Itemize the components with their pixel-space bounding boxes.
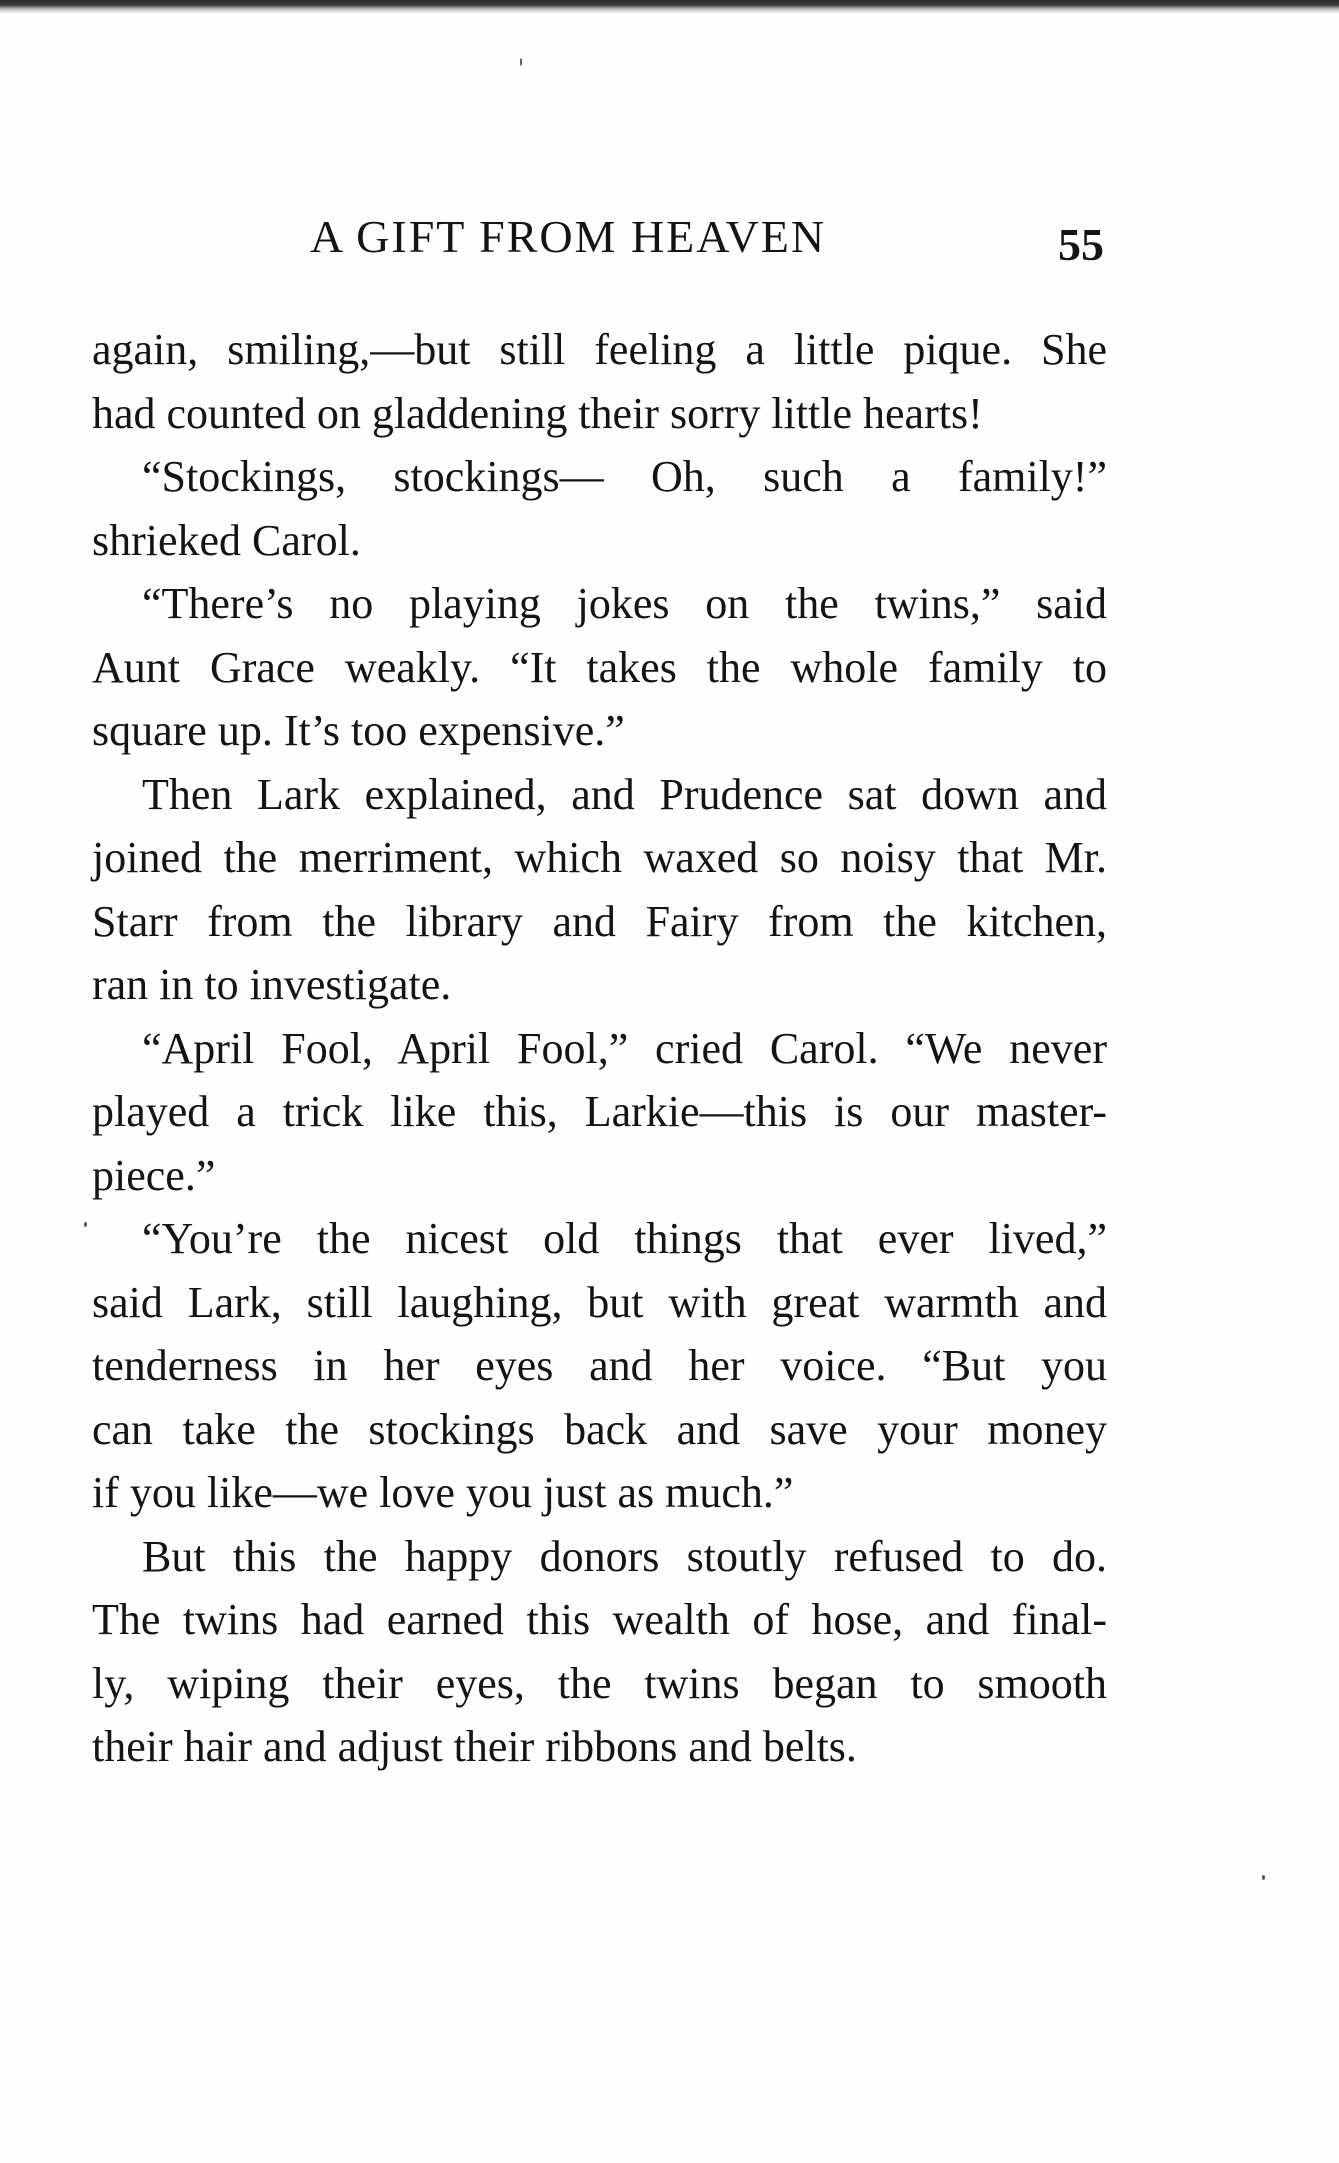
text-line: ly, wiping their eyes, the twins began to smooth <box>92 1658 1107 1708</box>
text-line: if you like—we love you just as much.” <box>92 1468 794 1517</box>
text-line: again, smiling,—but still feeling a little pique. She <box>92 325 1107 374</box>
text-line: square up. It’s too expensive.” <box>92 706 625 755</box>
text-line: their hair and adjust their ribbons and belts. <box>92 1722 857 1771</box>
text-line: Starr from the library and Fairy from the kitchen, <box>92 896 1107 946</box>
scan-speck <box>520 58 522 66</box>
text-line: piece.” <box>92 1150 216 1200</box>
scan-speck <box>84 1222 87 1227</box>
text-line: played a trick like this, Larkie—this is our master- <box>92 1087 1107 1136</box>
text-line: shrieked Carol. <box>92 515 361 565</box>
text-line: The twins had earned this wealth of hose, and final- <box>92 1595 1107 1644</box>
text-line: had counted on gladdening their sorry little hearts! <box>92 388 983 438</box>
text-line: said Lark, still laughing, but with great warmth and <box>92 1277 1107 1327</box>
page-number: 55 <box>1058 219 1104 270</box>
text-line: “You’re the nicest old things that ever lived,” <box>142 1214 1107 1263</box>
scan-top-edge <box>0 0 1339 14</box>
scan-speck <box>1262 1875 1265 1880</box>
body-text <box>92 318 1107 1779</box>
text-line: joined the merriment, which waxed so noisy that Mr. <box>92 833 1107 882</box>
text-line: “Stockings, stockings— Oh, such a family!” <box>142 452 1107 501</box>
text-line: ran in to investigate. <box>92 960 452 1009</box>
text-line: Then Lark explained, and Prudence sat down and <box>142 769 1107 819</box>
text-line: Aunt Grace weakly. “It takes the whole family to <box>92 642 1107 692</box>
text-line: tenderness in her eyes and her voice. “But you <box>92 1341 1107 1390</box>
text-line: “April Fool, April Fool,” cried Carol. “We never <box>142 1023 1107 1073</box>
running-title: A GIFT FROM HEAVEN <box>310 211 827 262</box>
text-line: “There’s no playing jokes on the twins,” said <box>142 579 1107 628</box>
text-line: But this the happy donors stoutly refused to do. <box>142 1531 1107 1581</box>
text-line: can take the stockings back and save your money <box>92 1404 1107 1454</box>
